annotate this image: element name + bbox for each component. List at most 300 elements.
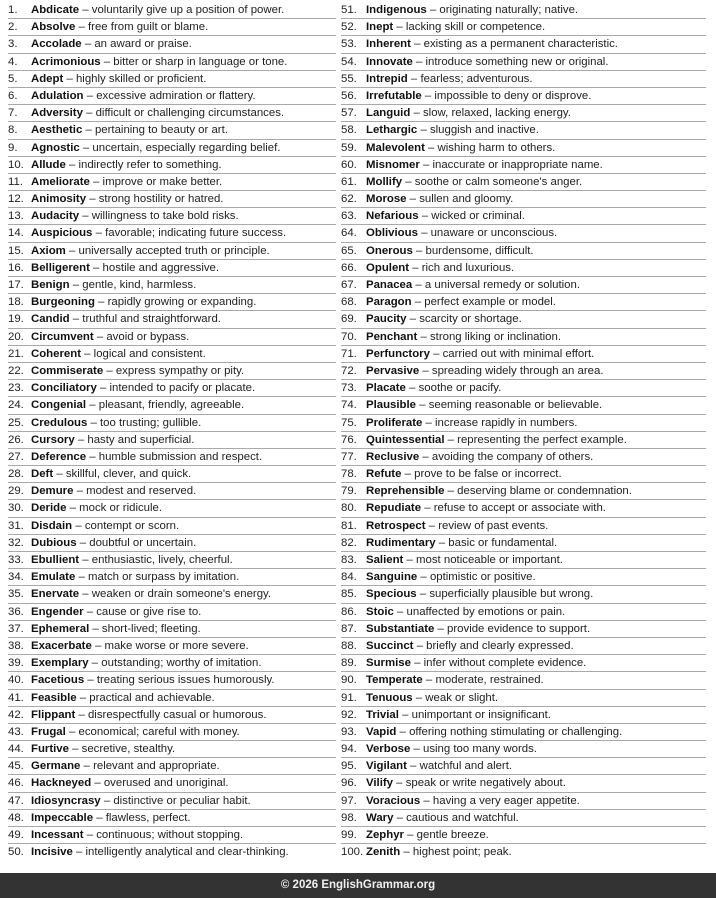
dash-separator: –	[79, 554, 92, 566]
list-item	[341, 758, 706, 775]
list-item	[341, 432, 706, 449]
word-definition: make worse or more severe.	[104, 639, 249, 652]
word-definition: enthusiastic, lively, cheerful.	[91, 554, 233, 566]
list-item	[8, 2, 336, 19]
item-number: 37.	[8, 622, 24, 635]
list-item	[8, 243, 336, 260]
vocabulary-word: Dubious	[31, 536, 77, 549]
list-item	[8, 724, 336, 741]
dash-separator: –	[410, 107, 423, 120]
word-definition: strong liking or inclination.	[429, 330, 562, 343]
dash-separator: –	[419, 450, 432, 463]
vocabulary-word: Salient	[366, 554, 404, 566]
dash-separator: –	[416, 588, 430, 601]
word-definition: doubtful or uncertain.	[89, 536, 197, 549]
dash-separator: –	[88, 657, 102, 670]
dash-separator: –	[74, 433, 88, 446]
word-definition: intelligently analytical and clear-thinking.	[85, 846, 289, 859]
vocabulary-word: Perfunctory	[366, 347, 430, 360]
vocabulary-word: Agnostic	[31, 141, 80, 154]
vocabulary-word: Paucity	[366, 313, 407, 326]
word-definition: modest and reserved.	[86, 485, 197, 498]
item-number: 64.	[341, 227, 357, 240]
dash-separator: –	[419, 364, 432, 377]
list-item	[341, 500, 706, 517]
vocabulary-word: Frugal	[31, 725, 66, 738]
dash-separator: –	[434, 622, 448, 635]
word-definition: free from guilt or blame.	[87, 21, 209, 34]
item-number: 24.	[8, 399, 24, 412]
vocabulary-word: Animosity	[31, 193, 87, 206]
item-number: 28.	[8, 468, 24, 481]
item-number: 19.	[8, 313, 24, 326]
item-number: 61.	[341, 175, 357, 188]
list-item	[8, 621, 336, 638]
word-definition: skillful, clever, and quick.	[65, 468, 192, 481]
list-item	[8, 415, 336, 432]
list-item	[341, 793, 706, 810]
dash-separator: –	[79, 141, 93, 154]
list-item	[341, 294, 706, 311]
vocabulary-word: Malevolent	[366, 141, 425, 154]
dash-separator: –	[75, 21, 88, 34]
word-definition: originating naturally; native.	[439, 4, 579, 16]
word-definition: refuse to accept or associate with.	[433, 502, 606, 515]
dash-separator: –	[82, 107, 96, 120]
list-item	[341, 311, 706, 328]
item-number: 89.	[341, 657, 357, 670]
word-definition: indirectly refer to something.	[78, 158, 222, 171]
vocabulary-word: Surmise	[366, 657, 411, 670]
list-item	[341, 604, 706, 621]
item-number: 74.	[341, 399, 357, 412]
vocabulary-word: Nefarious	[366, 210, 419, 223]
word-definition: cause or give rise to.	[96, 605, 202, 618]
dash-separator: –	[89, 261, 103, 274]
list-item	[341, 2, 706, 19]
vocabulary-word: Conciliatory	[31, 382, 97, 395]
list-item	[8, 36, 336, 53]
item-number: 48.	[8, 811, 24, 824]
vocabulary-word: Voracious	[366, 794, 421, 807]
dash-separator: –	[79, 4, 92, 16]
vocabulary-word: Feasible	[31, 691, 77, 704]
item-number: 52.	[341, 21, 357, 34]
word-definition: watchful and alert.	[419, 760, 513, 773]
word-definition: humble submission and respect.	[98, 450, 263, 463]
vocabulary-word: Ebullient	[31, 554, 80, 566]
dash-separator: –	[81, 38, 95, 51]
dash-separator: –	[93, 330, 107, 343]
vocabulary-word: Vapid	[366, 725, 397, 738]
word-definition: express sympathy or pity.	[115, 364, 245, 377]
list-item	[341, 466, 706, 483]
vocabulary-word: Reclusive	[366, 450, 420, 463]
word-definition: inaccurate or inappropriate name.	[432, 158, 603, 171]
dash-separator: –	[93, 811, 106, 824]
dash-separator: –	[406, 760, 420, 773]
vocabulary-word: Plausible	[366, 399, 417, 412]
dash-separator: –	[410, 657, 424, 670]
word-definition: a universal remedy or solution.	[424, 279, 581, 291]
word-definition: too trusting; gullible.	[100, 416, 202, 429]
vocabulary-word: Substantiate	[366, 622, 435, 635]
list-item	[8, 707, 336, 724]
list-item	[8, 518, 336, 535]
vocabulary-word: Inherent	[366, 38, 411, 51]
list-item	[8, 71, 336, 88]
dash-separator: –	[83, 605, 97, 618]
item-number: 62.	[341, 193, 357, 206]
list-item	[8, 311, 336, 328]
item-number: 88.	[341, 639, 357, 652]
item-number: 27.	[8, 450, 24, 463]
list-item	[341, 844, 706, 861]
dash-separator: –	[405, 382, 419, 395]
item-number: 22.	[8, 364, 24, 377]
vocabulary-word: Ameliorate	[31, 175, 90, 188]
dash-separator: –	[86, 193, 99, 206]
vocabulary-word: Absolve	[31, 21, 76, 34]
list-item	[341, 655, 706, 672]
list-item	[341, 174, 706, 191]
word-definition: provide evidence to support.	[447, 622, 591, 635]
dash-separator: –	[393, 605, 407, 618]
item-number: 42.	[8, 708, 24, 721]
list-item	[8, 793, 336, 810]
item-number: 21.	[8, 347, 24, 360]
item-number: 59.	[341, 141, 357, 154]
list-item	[8, 157, 336, 174]
item-number: 35.	[8, 588, 24, 601]
item-number: 84.	[341, 571, 357, 584]
word-definition: sluggish and inactive.	[429, 124, 539, 137]
item-number: 69.	[341, 313, 357, 326]
vocabulary-word: Candid	[31, 313, 70, 326]
item-number: 91.	[341, 691, 357, 704]
item-number: 55.	[341, 72, 357, 85]
vocabulary-word: Belligerent	[31, 261, 90, 274]
dash-separator: –	[429, 347, 443, 360]
list-item	[341, 569, 706, 586]
dash-separator: –	[83, 89, 97, 102]
vocabulary-word: Succinct	[366, 639, 414, 652]
list-item	[341, 157, 706, 174]
vocabulary-word: Intrepid	[366, 72, 408, 85]
vocabulary-word: Adept	[31, 72, 64, 85]
item-number: 78.	[341, 468, 357, 481]
dash-separator: –	[421, 89, 435, 102]
word-definition: flawless, perfect.	[105, 811, 191, 824]
dash-separator: –	[396, 725, 410, 738]
list-item	[8, 260, 336, 277]
list-item	[341, 191, 706, 208]
list-item	[8, 105, 336, 122]
list-item	[341, 363, 706, 380]
list-item	[341, 260, 706, 277]
vocabulary-word: Incisive	[31, 846, 73, 859]
dash-separator: –	[400, 846, 413, 859]
list-item	[8, 380, 336, 397]
word-definition: sullen and gloomy.	[419, 193, 514, 206]
dash-separator: –	[72, 519, 85, 532]
dash-separator: –	[72, 846, 86, 859]
word-definition: favorable; indicating future success.	[105, 227, 287, 240]
dash-separator: –	[420, 794, 433, 807]
item-number: 60.	[341, 158, 357, 171]
vocabulary-word: Abdicate	[31, 4, 80, 16]
dash-separator: –	[412, 279, 425, 291]
list-item	[341, 277, 706, 294]
dash-separator: –	[410, 38, 424, 51]
list-item	[8, 397, 336, 414]
list-item	[8, 191, 336, 208]
item-number: 17.	[8, 279, 24, 291]
list-item	[8, 449, 336, 466]
item-number: 18.	[8, 296, 24, 309]
word-definition: improve or make better.	[102, 175, 223, 188]
list-item	[341, 19, 706, 36]
word-definition: mock or ridicule.	[79, 502, 163, 515]
list-item	[8, 140, 336, 157]
vocabulary-word: Vilify	[366, 777, 394, 790]
item-number: 50.	[8, 846, 24, 859]
item-number: 76.	[341, 433, 357, 446]
list-item	[8, 586, 336, 603]
item-number: 71.	[341, 347, 357, 360]
list-item	[341, 105, 706, 122]
vocabulary-list	[0, 2, 716, 872]
vocabulary-word: Zenith	[366, 846, 401, 859]
dash-separator: –	[403, 554, 417, 566]
dash-separator: –	[65, 244, 79, 257]
dash-separator: –	[424, 141, 438, 154]
list-item	[8, 638, 336, 655]
dash-separator: –	[73, 485, 87, 498]
item-number: 79.	[341, 485, 357, 498]
item-number: 5.	[8, 72, 18, 85]
vocabulary-word: Congenial	[31, 399, 87, 412]
word-definition: prove to be false or incorrect.	[414, 468, 562, 481]
dash-separator: –	[76, 536, 90, 549]
item-number: 75.	[341, 416, 357, 429]
list-item	[8, 54, 336, 71]
dash-separator: –	[75, 708, 88, 721]
dash-separator: –	[79, 210, 92, 223]
item-number: 83.	[341, 554, 357, 566]
list-item	[8, 810, 336, 827]
word-definition: hostile and aggressive.	[102, 261, 220, 274]
dash-separator: –	[393, 21, 406, 34]
list-item	[8, 672, 336, 689]
item-number: 67.	[341, 279, 357, 291]
vocabulary-word: Proliferate	[366, 416, 423, 429]
vocabulary-word: Retrospect	[366, 519, 426, 532]
vocabulary-word: Lethargic	[366, 124, 418, 137]
vocabulary-word: Vigilant	[366, 760, 407, 773]
vocabulary-word: Germane	[31, 760, 81, 773]
list-item	[8, 208, 336, 225]
vocabulary-word: Acrimonious	[31, 55, 101, 68]
dash-separator: –	[86, 399, 99, 412]
dash-separator: –	[402, 175, 415, 188]
list-item	[8, 88, 336, 105]
word-definition: carried out with minimal effort.	[442, 347, 595, 360]
word-definition: most noticeable or important.	[416, 554, 563, 566]
word-definition: slow, relaxed, lacking energy.	[422, 107, 571, 120]
vocabulary-word: Opulent	[366, 261, 410, 274]
dash-separator: –	[422, 416, 436, 429]
word-definition: economical; careful with money.	[78, 725, 240, 738]
dash-separator: –	[83, 829, 97, 841]
word-definition: difficult or challenging circumstances.	[95, 107, 285, 120]
dash-separator: –	[401, 468, 415, 481]
word-definition: scarcity or shortage.	[419, 313, 522, 326]
item-number: 10.	[8, 158, 24, 171]
list-item	[8, 225, 336, 242]
vocabulary-word: Deride	[31, 502, 67, 515]
item-number: 23.	[8, 382, 24, 395]
word-definition: willingness to take bold risks.	[91, 210, 239, 223]
item-number: 99.	[341, 829, 357, 841]
item-number: 94.	[341, 743, 357, 756]
list-item	[341, 140, 706, 157]
list-item	[341, 810, 706, 827]
list-item	[341, 88, 706, 105]
word-definition: pleasant, friendly, agreeable.	[98, 399, 245, 412]
list-item	[8, 569, 336, 586]
vocabulary-word: Placate	[366, 382, 406, 395]
vocabulary-word: Onerous	[366, 244, 413, 257]
dash-separator: –	[407, 72, 421, 85]
list-item	[341, 638, 706, 655]
vocabulary-word: Allude	[31, 158, 66, 171]
vocabulary-word: Zephyr	[366, 829, 404, 841]
dash-separator: –	[86, 450, 99, 463]
word-definition: avoiding the company of others.	[431, 450, 594, 463]
item-number: 85.	[341, 588, 357, 601]
item-number: 68.	[341, 296, 357, 309]
dash-separator: –	[393, 811, 407, 824]
list-item	[8, 277, 336, 294]
vocabulary-word: Credulous	[31, 416, 88, 429]
list-item	[341, 707, 706, 724]
word-definition: spreading widely through an area.	[431, 364, 604, 377]
vocabulary-word: Idiosyncrasy	[31, 794, 101, 807]
right-column	[341, 2, 706, 861]
item-number: 96.	[341, 777, 357, 790]
list-item	[341, 329, 706, 346]
vocabulary-word: Exemplary	[31, 657, 89, 670]
vocabulary-word: Exacerbate	[31, 639, 92, 652]
word-definition: infer without complete evidence.	[423, 657, 587, 670]
dash-separator: –	[84, 674, 97, 687]
list-item	[341, 690, 706, 707]
word-definition: match or surpass by imitation.	[87, 571, 240, 584]
vocabulary-word: Languid	[366, 107, 411, 120]
dash-separator: –	[103, 364, 116, 377]
dash-separator: –	[411, 296, 425, 309]
list-item	[8, 294, 336, 311]
list-item	[341, 621, 706, 638]
item-number: 41.	[8, 691, 24, 704]
list-item	[341, 71, 706, 88]
word-definition: highly skilled or proficient.	[75, 72, 207, 85]
item-number: 56.	[341, 89, 357, 102]
list-item	[8, 363, 336, 380]
vocabulary-word: Oblivious	[366, 227, 418, 240]
word-definition: practical and achievable.	[89, 691, 215, 704]
vocabulary-word: Pervasive	[366, 364, 420, 377]
word-definition: unaffected by emotions or pain.	[406, 605, 566, 618]
list-item	[341, 225, 706, 242]
vocabulary-word: Emulate	[31, 571, 76, 584]
word-definition: distinctive or peculiar habit.	[113, 794, 251, 807]
item-number: 13.	[8, 210, 24, 223]
dash-separator: –	[79, 588, 92, 601]
dash-separator: –	[81, 347, 94, 360]
word-definition: perfect example or model.	[424, 296, 556, 309]
vocabulary-word: Misnomer	[366, 158, 420, 171]
item-number: 43.	[8, 725, 24, 738]
word-definition: weak or slight.	[425, 691, 499, 704]
item-number: 40.	[8, 674, 24, 687]
item-number: 1.	[8, 4, 18, 16]
list-item	[341, 122, 706, 139]
item-number: 72.	[341, 364, 357, 377]
word-definition: impossible to deny or disprove.	[434, 89, 592, 102]
item-number: 14.	[8, 227, 24, 240]
vocabulary-word: Coherent	[31, 347, 81, 360]
dash-separator: –	[76, 691, 90, 704]
dash-separator: –	[100, 794, 114, 807]
list-item	[341, 54, 706, 71]
vocabulary-word: Stoic	[366, 605, 394, 618]
word-definition: introduce something new or original.	[425, 55, 609, 68]
list-item	[8, 500, 336, 517]
vocabulary-word: Cursory	[31, 433, 75, 446]
word-definition: intended to pacify or placate.	[109, 382, 256, 395]
vocabulary-word: Circumvent	[31, 330, 94, 343]
dash-separator: –	[91, 777, 104, 790]
word-definition: rapidly growing or expanding.	[107, 296, 257, 309]
item-number: 70.	[341, 330, 357, 343]
vocabulary-word: Hackneyed	[31, 777, 92, 790]
item-number: 80.	[341, 502, 357, 515]
word-definition: rich and luxurious.	[421, 261, 515, 274]
item-number: 51.	[341, 4, 357, 16]
item-number: 31.	[8, 519, 24, 532]
dash-separator: –	[89, 175, 103, 188]
list-item	[8, 775, 336, 792]
item-number: 29.	[8, 485, 24, 498]
item-number: 47.	[8, 794, 24, 807]
vocabulary-word: Aesthetic	[31, 124, 83, 137]
list-item	[341, 775, 706, 792]
vocabulary-word: Demure	[31, 485, 74, 498]
dash-separator: –	[406, 313, 420, 326]
item-number: 39.	[8, 657, 24, 670]
vocabulary-word: Penchant	[366, 330, 418, 343]
word-definition: highest point; peak.	[412, 846, 512, 859]
word-definition: gentle breeze.	[416, 829, 489, 841]
list-item	[341, 827, 706, 844]
item-number: 65.	[341, 244, 357, 257]
dash-separator: –	[89, 622, 102, 635]
vocabulary-word: Enervate	[31, 588, 80, 601]
list-item	[341, 535, 706, 552]
item-number: 36.	[8, 605, 24, 618]
